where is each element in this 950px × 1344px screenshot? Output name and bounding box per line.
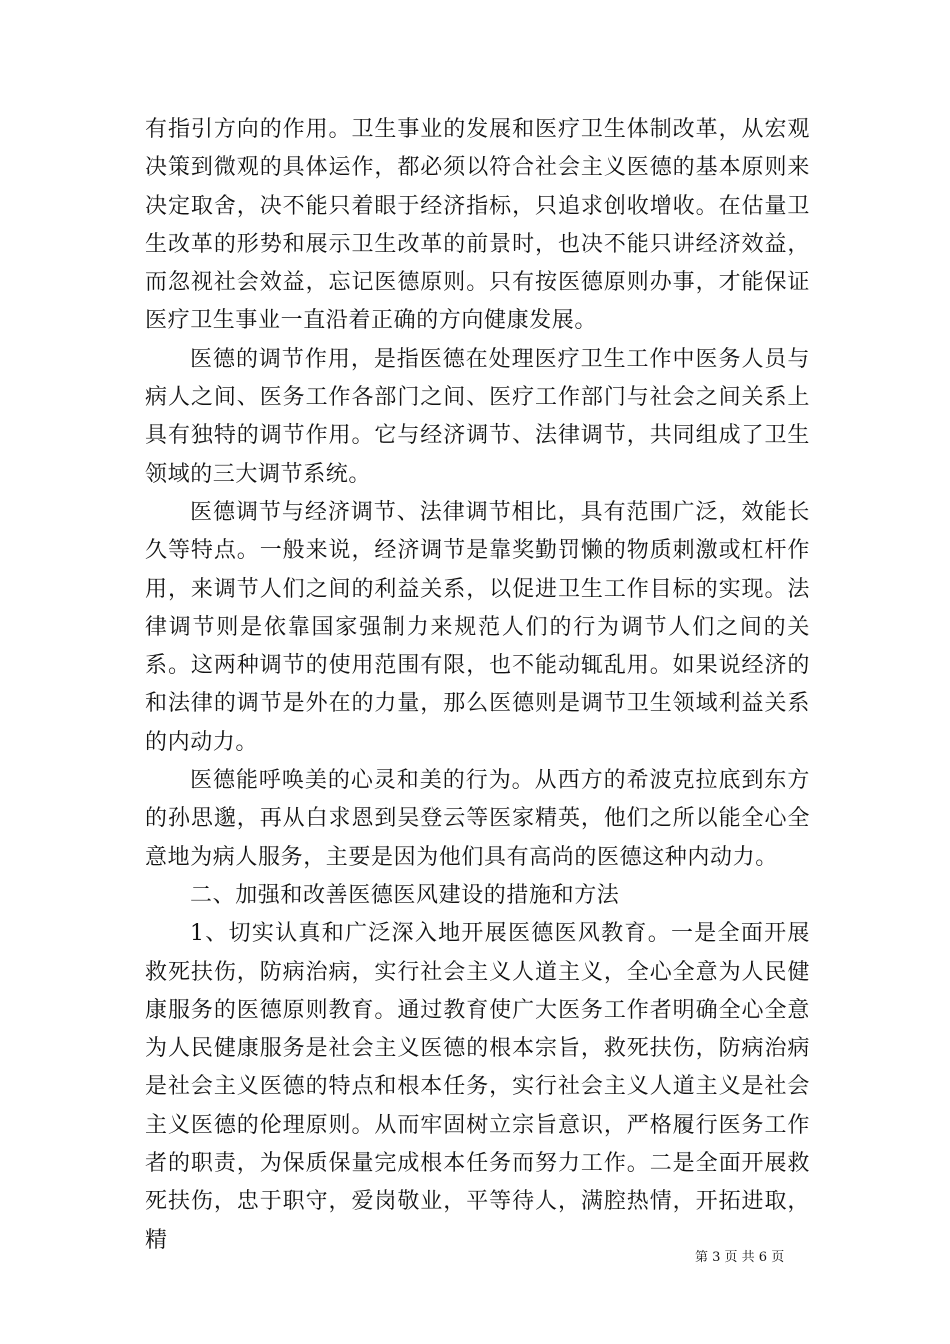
page-number: 第 3 页 共 6 页 bbox=[695, 1250, 785, 1265]
section-heading: 二、加强和改善医德医风建设的措施和方法 bbox=[190, 882, 620, 908]
paragraph-education-measures: 1、切实认真和广泛深入地开展医德医风教育。一是全面开展救死扶伤，防病治病，实行社会主义人道主义，全心全意为人民健康服务的医德原则教育。通过教育使广大医务工作者明确全心全意为人民健康服务是社会主义医德的根本宗旨，救死扶伤，防病治病是社会主义医德的特点和根本任务，实行社会主义人道主义是社会主义医德的伦理原则。从而牢固树立宗旨意识，严格履行医务工作者的职责，为保质保量完成根本任务而努力工作。二是全面开展救死扶伤，忠于职守，爱岗敬业，平等待人，满腔热情，开拓进取，精 bbox=[145, 921, 810, 1253]
paragraph-regulating-role: 医德的调节作用，是指医德在处理医疗卫生工作中医务人员与病人之间、医务工作各部门之间、医疗工作部门与社会之间关系上具有独特的调节作用。它与经济调节、法律调节，共同组成了卫生领域的三大调节系统。 bbox=[145, 346, 810, 487]
paragraph-continuation: 有指引方向的作用。卫生事业的发展和医疗卫生体制改革，从宏观决策到微观的具体运作，都必须以符合社会主义医德的基本原则来决定取舍，决不能只着眼于经济指标，只追求创收增收。在估量卫生改革的形势和展示卫生改革的前景时，也决不能只讲经济效益，而忽视社会效益，忘记医德原则。只有按医德原则办事，才能保证医疗卫生事业一直沿着正确的方向健康发展。 bbox=[145, 117, 810, 334]
paragraph-regulation-comparison: 医德调节与经济调节、法律调节相比，具有范围广泛，效能长久等特点。一般来说，经济调节是靠奖勤罚懒的物质刺激或杠杆作用，来调节人们之间的利益关系，以促进卫生工作目标的实现。法律调节则是依靠国家强制力来规范人们的行为调节人们之间的关系。这两种调节的使用范围有限，也不能动辄乱用。如果说经济的和法律的调节是外在的力量，那么医德则是调节卫生领域利益关系的内动力。 bbox=[145, 499, 810, 755]
paragraph-inner-motivation: 医德能呼唤美的心灵和美的行为。从西方的希波克拉底到东方的孙思邈，再从白求恩到吴登云等医家精英，他们之所以能全心全意地为病人服务，主要是因为他们具有高尚的医德这种内动力。 bbox=[145, 768, 810, 870]
document-body bbox=[145, 111, 810, 1260]
